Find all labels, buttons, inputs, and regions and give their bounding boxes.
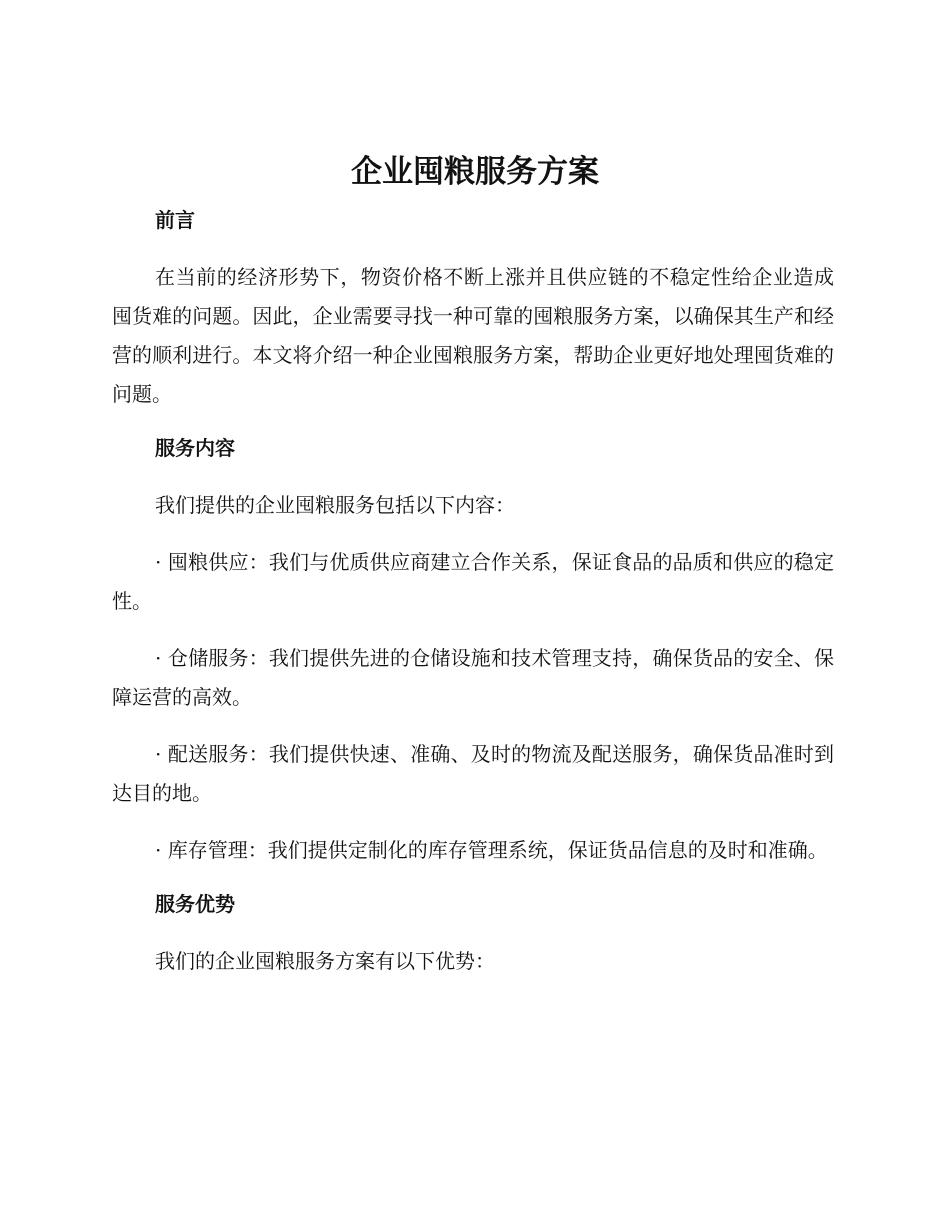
preface-paragraph: 在当前的经济形势下，物资价格不断上涨并且供应链的不稳定性给企业造成囤货难的问题。因此，企业需要寻找一种可靠的囤粮服务方案，以确保其生产和经营的顺利进行。本文将介绍一种企业囤粮服务方案，帮助企业更好地处理囤货难的问题。 (112, 265, 834, 406)
service-item-grain-supply: · 囤粮供应：我们与优质供应商建立合作关系，保证食品的品质和供应的稳定性。 (112, 550, 834, 613)
section-heading-service-content: 服务内容 (155, 436, 235, 460)
service-item-warehousing: · 仓储服务：我们提供先进的仓储设施和技术管理支持，确保货品的安全、保障运营的高效。 (112, 646, 834, 709)
section-heading-preface: 前言 (155, 208, 195, 232)
service-advantages-intro: 我们的企业囤粮服务方案有以下优势： (155, 949, 495, 973)
document-title: 企业囤粮服务方案 (351, 154, 599, 190)
service-content-intro: 我们提供的企业囤粮服务包括以下内容： (155, 493, 515, 517)
service-item-delivery: · 配送服务：我们提供快速、准确、及时的物流及配送服务，确保货品准时到达目的地。 (112, 742, 834, 805)
service-item-inventory: · 库存管理：我们提供定制化的库存管理系统，保证货品信息的及时和准确。 (155, 838, 828, 862)
document-body (112, 202, 834, 981)
section-heading-service-advantages: 服务优势 (155, 892, 235, 916)
